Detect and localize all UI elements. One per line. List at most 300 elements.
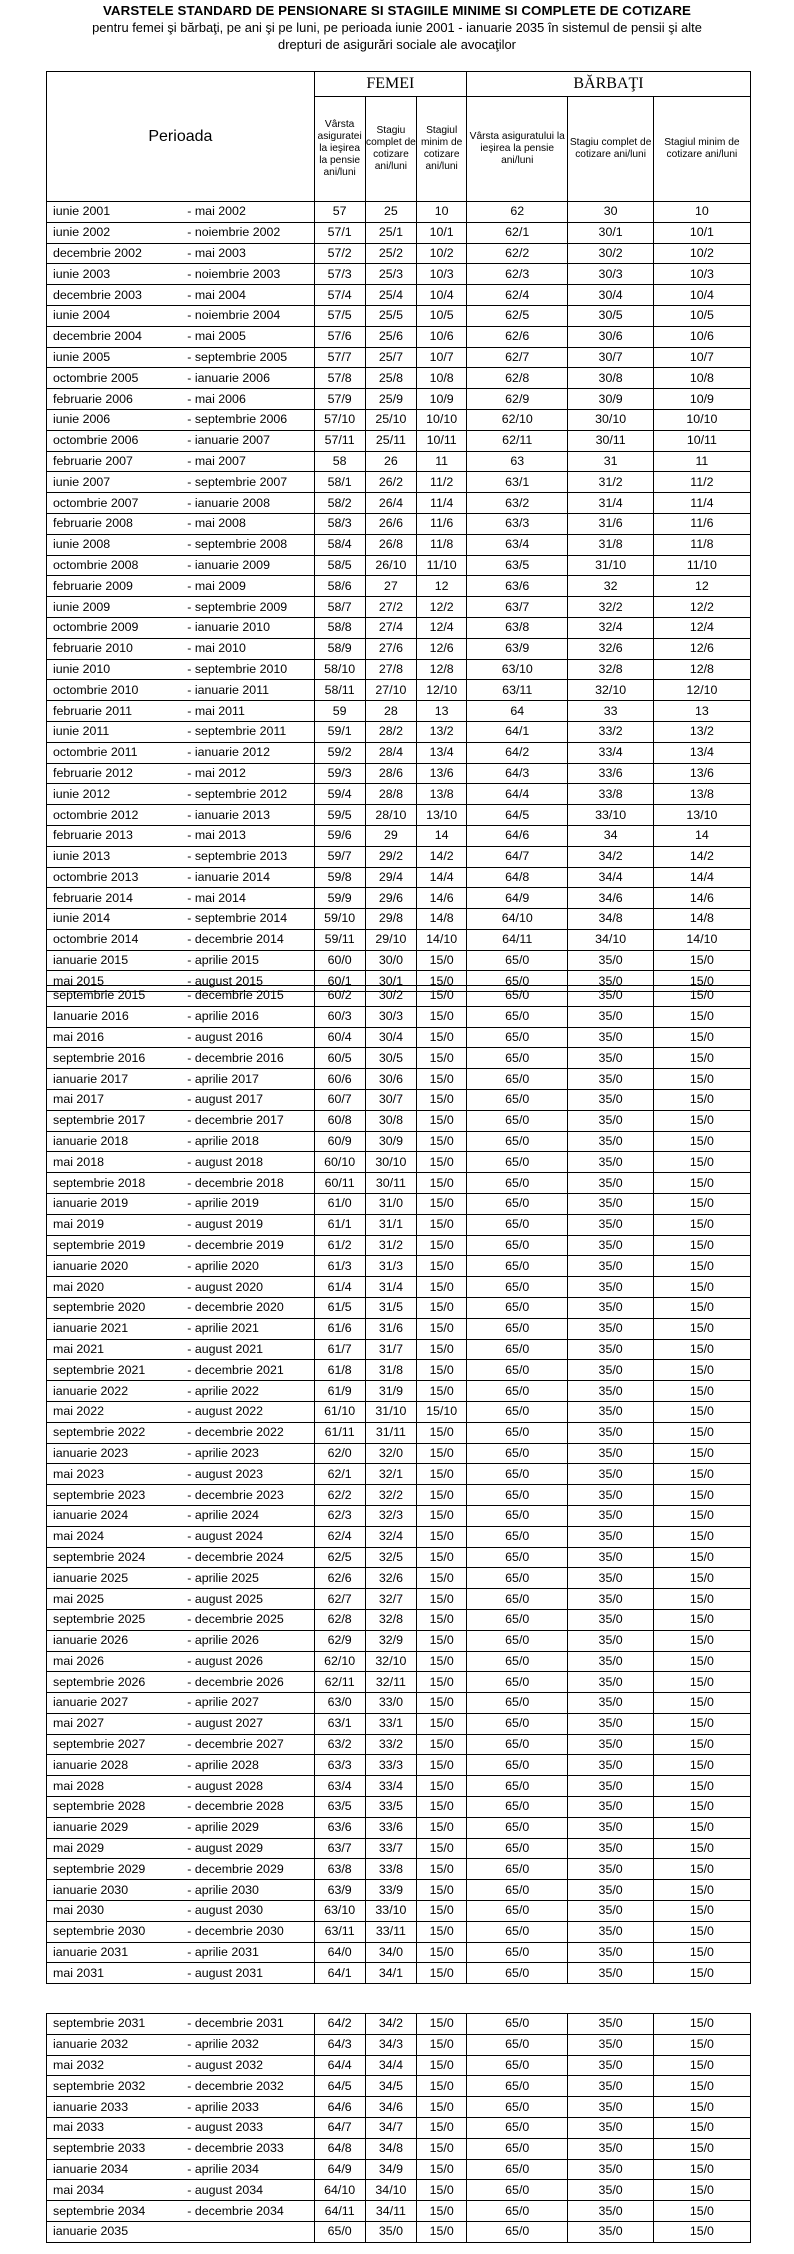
period-end-cell: - mai 2004 bbox=[179, 285, 314, 306]
men-full-stage-cell: 30/5 bbox=[568, 305, 653, 326]
men-full-stage-cell: 35/0 bbox=[568, 1422, 653, 1443]
period-end-cell: - aprilie 2017 bbox=[179, 1069, 314, 1090]
men-age-cell: 65/0 bbox=[466, 950, 567, 971]
men-full-stage-cell: 31/10 bbox=[568, 555, 653, 576]
period-end-cell: - mai 2002 bbox=[179, 202, 314, 223]
table-row bbox=[47, 1193, 751, 1214]
women-age-cell: 63/11 bbox=[314, 1921, 365, 1942]
men-full-stage-cell: 35/0 bbox=[568, 1485, 653, 1506]
women-full-stage-cell: 34/0 bbox=[365, 1942, 417, 1963]
men-full-stage-cell: 32/10 bbox=[568, 680, 653, 701]
women-full-stage-cell: 32/0 bbox=[365, 1443, 417, 1464]
men-min-stage-cell: 10/3 bbox=[653, 264, 750, 285]
women-full-stage-cell: 31/10 bbox=[365, 1401, 417, 1422]
men-min-stage-cell: 13/2 bbox=[653, 721, 750, 742]
women-full-stage-cell: 30/1 bbox=[365, 971, 417, 992]
women-min-stage-cell: 10/7 bbox=[417, 347, 467, 368]
period-start-cell: mai 2025 bbox=[47, 1589, 180, 1610]
period-start-cell: iunie 2007 bbox=[47, 472, 180, 493]
men-min-stage-cell: 13/6 bbox=[653, 763, 750, 784]
period-start-cell: februarie 2014 bbox=[47, 888, 180, 909]
women-min-stage-cell: 10/8 bbox=[417, 368, 467, 389]
women-min-stage-cell: 15/0 bbox=[417, 1089, 467, 1110]
men-full-stage-cell: 35/0 bbox=[568, 971, 653, 992]
men-min-stage-cell: 15/0 bbox=[653, 1817, 750, 1838]
women-min-stage-cell: 15/0 bbox=[417, 986, 467, 1007]
men-min-stage-cell: 15/0 bbox=[653, 1381, 750, 1402]
women-min-stage-cell: 15/0 bbox=[417, 1110, 467, 1131]
women-age-cell: 62/3 bbox=[314, 1505, 365, 1526]
period-end-cell: - septembrie 2006 bbox=[179, 409, 314, 430]
period-end-cell: - august 2015 bbox=[179, 971, 314, 992]
men-age-cell: 62/4 bbox=[466, 285, 567, 306]
men-min-stage-cell: 15/0 bbox=[653, 1797, 750, 1818]
period-start-cell: mai 2022 bbox=[47, 1401, 180, 1422]
table-row bbox=[47, 1797, 751, 1818]
men-age-cell: 62/6 bbox=[466, 326, 567, 347]
men-age-cell: 65/0 bbox=[466, 1318, 567, 1339]
men-min-stage-cell: 15/0 bbox=[653, 2138, 750, 2159]
period-start-cell: octombrie 2012 bbox=[47, 805, 180, 826]
men-min-stage-cell: 15/0 bbox=[653, 1485, 750, 1506]
women-min-stage-cell: 10/4 bbox=[417, 285, 467, 306]
men-age-cell: 65/0 bbox=[466, 1131, 567, 1152]
men-min-stage-cell: 15/0 bbox=[653, 2221, 750, 2242]
men-age-cell: 63/3 bbox=[466, 513, 567, 534]
men-age-cell: 65/0 bbox=[466, 1193, 567, 1214]
women-age-cell: 64/6 bbox=[314, 2097, 365, 2118]
men-min-stage-cell: 15/0 bbox=[653, 1880, 750, 1901]
men-min-stage-cell: 15/0 bbox=[653, 1859, 750, 1880]
women-full-stage-cell: 32/3 bbox=[365, 1505, 417, 1526]
table-row bbox=[47, 2159, 751, 2180]
men-age-cell: 65/0 bbox=[466, 1048, 567, 1069]
women-min-stage-cell: 15/0 bbox=[417, 2014, 467, 2035]
women-min-stage-cell: 15/0 bbox=[417, 2076, 467, 2097]
men-min-stage-cell: 15/0 bbox=[653, 1339, 750, 1360]
women-min-stage-cell: 15/0 bbox=[417, 1734, 467, 1755]
men-full-stage-cell: 32/4 bbox=[568, 617, 653, 638]
men-min-stage-cell: 11 bbox=[653, 451, 750, 472]
women-full-stage-cell: 30/3 bbox=[365, 1006, 417, 1027]
men-min-stage-cell: 10/9 bbox=[653, 389, 750, 410]
table-row bbox=[47, 1173, 751, 1194]
men-full-stage-cell: 30/4 bbox=[568, 285, 653, 306]
women-age-cell: 63/0 bbox=[314, 1693, 365, 1714]
women-min-stage-header: Stagiul minim de cotizare ani/luni bbox=[417, 97, 467, 202]
men-full-stage-cell: 35/0 bbox=[568, 2138, 653, 2159]
table-row bbox=[47, 2097, 751, 2118]
women-age-cell: 57/2 bbox=[314, 243, 365, 264]
men-min-stage-cell: 15/0 bbox=[653, 1589, 750, 1610]
period-start-cell: iunie 2008 bbox=[47, 534, 180, 555]
period-end-cell: - mai 2003 bbox=[179, 243, 314, 264]
men-full-stage-cell: 33/10 bbox=[568, 805, 653, 826]
women-min-stage-cell: 15/0 bbox=[417, 1339, 467, 1360]
women-min-stage-cell: 15/0 bbox=[417, 1277, 467, 1298]
women-age-cell: 62/6 bbox=[314, 1568, 365, 1589]
period-end-cell: - septembrie 2009 bbox=[179, 597, 314, 618]
period-end-cell: - decembrie 2015 bbox=[179, 986, 314, 1007]
period-start-cell: ianuarie 2023 bbox=[47, 1443, 180, 1464]
table-row bbox=[47, 846, 751, 867]
table-row bbox=[47, 1256, 751, 1277]
men-min-stage-cell: 10/2 bbox=[653, 243, 750, 264]
table-row bbox=[47, 2180, 751, 2201]
men-age-cell: 63/4 bbox=[466, 534, 567, 555]
table-row bbox=[47, 1464, 751, 1485]
men-age-cell: 65/0 bbox=[466, 1589, 567, 1610]
women-age-cell: 59/1 bbox=[314, 721, 365, 742]
period-start-cell: februarie 2008 bbox=[47, 513, 180, 534]
men-min-stage-cell: 15/0 bbox=[653, 1734, 750, 1755]
table-row bbox=[47, 986, 751, 1007]
men-age-cell: 65/0 bbox=[466, 1173, 567, 1194]
women-full-stage-cell: 25/6 bbox=[365, 326, 417, 347]
women-full-stage-cell: 28/4 bbox=[365, 742, 417, 763]
women-full-stage-cell: 25/2 bbox=[365, 243, 417, 264]
men-full-stage-cell: 35/0 bbox=[568, 1256, 653, 1277]
women-age-cell: 57/1 bbox=[314, 222, 365, 243]
table-row bbox=[47, 285, 751, 306]
table-row bbox=[47, 617, 751, 638]
women-age-cell: 62/11 bbox=[314, 1672, 365, 1693]
women-full-stage-cell: 25/7 bbox=[365, 347, 417, 368]
women-age-cell: 63/2 bbox=[314, 1734, 365, 1755]
women-full-stage-cell: 33/8 bbox=[365, 1859, 417, 1880]
men-age-cell: 65/0 bbox=[466, 1297, 567, 1318]
men-min-stage-cell: 15/0 bbox=[653, 2034, 750, 2055]
women-full-stage-cell: 26/8 bbox=[365, 534, 417, 555]
men-full-stage-cell: 34/6 bbox=[568, 888, 653, 909]
period-start-cell: ianuarie 2032 bbox=[47, 2034, 180, 2055]
table-row bbox=[47, 1921, 751, 1942]
men-full-stage-cell: 35/0 bbox=[568, 986, 653, 1007]
period-start-cell: octombrie 2006 bbox=[47, 430, 180, 451]
men-age-cell: 65/0 bbox=[466, 1901, 567, 1922]
women-age-cell: 62/4 bbox=[314, 1526, 365, 1547]
women-full-stage-cell: 27/8 bbox=[365, 659, 417, 680]
men-full-stage-header: Stagiu complet de cotizare ani/luni bbox=[568, 97, 653, 202]
women-age-cell: 64/4 bbox=[314, 2055, 365, 2076]
women-age-cell: 63/5 bbox=[314, 1797, 365, 1818]
period-end-cell: - septembrie 2011 bbox=[179, 721, 314, 742]
women-full-stage-cell: 34/3 bbox=[365, 2034, 417, 2055]
women-min-stage-cell: 15/0 bbox=[417, 1568, 467, 1589]
men-min-stage-cell: 15/0 bbox=[653, 1443, 750, 1464]
men-full-stage-cell: 35/0 bbox=[568, 2180, 653, 2201]
women-age-cell: 57/10 bbox=[314, 409, 365, 430]
women-age-cell: 63/1 bbox=[314, 1713, 365, 1734]
women-full-stage-cell: 34/1 bbox=[365, 1963, 417, 1984]
women-min-stage-cell: 13/8 bbox=[417, 784, 467, 805]
men-full-stage-cell: 35/0 bbox=[568, 1339, 653, 1360]
women-age-cell: 58/7 bbox=[314, 597, 365, 618]
men-age-cell: 63/10 bbox=[466, 659, 567, 680]
period-start-cell: mai 2027 bbox=[47, 1713, 180, 1734]
women-age-cell: 61/6 bbox=[314, 1318, 365, 1339]
period-end-cell: - ianuarie 2008 bbox=[179, 493, 314, 514]
men-min-stage-cell: 15/0 bbox=[653, 1505, 750, 1526]
table-row bbox=[47, 1505, 751, 1526]
women-min-stage-cell: 15/0 bbox=[417, 2117, 467, 2138]
period-start-cell: ianuarie 2034 bbox=[47, 2159, 180, 2180]
women-age-cell: 61/7 bbox=[314, 1339, 365, 1360]
table-row bbox=[47, 2014, 751, 2035]
women-age-cell: 58/2 bbox=[314, 493, 365, 514]
period-end-cell: - aprilie 2025 bbox=[179, 1568, 314, 1589]
men-age-cell: 65/0 bbox=[466, 1776, 567, 1797]
women-full-stage-cell: 26/10 bbox=[365, 555, 417, 576]
period-start-cell: iunie 2011 bbox=[47, 721, 180, 742]
men-min-stage-cell: 14/10 bbox=[653, 929, 750, 950]
women-full-stage-cell: 25/9 bbox=[365, 389, 417, 410]
women-age-cell: 58/11 bbox=[314, 680, 365, 701]
men-full-stage-cell: 30 bbox=[568, 202, 653, 223]
women-full-stage-cell: 27/10 bbox=[365, 680, 417, 701]
women-min-stage-cell: 15/0 bbox=[417, 1235, 467, 1256]
table-row bbox=[47, 1734, 751, 1755]
women-full-stage-cell: 28/8 bbox=[365, 784, 417, 805]
table-row bbox=[47, 2076, 751, 2097]
period-start-cell: iunie 2005 bbox=[47, 347, 180, 368]
women-full-stage-cell: 32/8 bbox=[365, 1609, 417, 1630]
women-age-cell: 62/5 bbox=[314, 1547, 365, 1568]
table-row bbox=[47, 721, 751, 742]
women-age-cell: 60/0 bbox=[314, 950, 365, 971]
men-min-stage-cell: 12/2 bbox=[653, 597, 750, 618]
women-age-cell: 59/8 bbox=[314, 867, 365, 888]
women-full-stage-cell: 31/11 bbox=[365, 1422, 417, 1443]
table-row bbox=[47, 202, 751, 223]
women-full-stage-cell: 31/8 bbox=[365, 1360, 417, 1381]
men-age-cell: 64/5 bbox=[466, 805, 567, 826]
men-age-cell: 65/0 bbox=[466, 1422, 567, 1443]
men-full-stage-cell: 35/0 bbox=[568, 2201, 653, 2222]
men-full-stage-cell: 35/0 bbox=[568, 1609, 653, 1630]
period-end-cell: - decembrie 2030 bbox=[179, 1921, 314, 1942]
men-age-cell: 65/0 bbox=[466, 1734, 567, 1755]
period-end-cell: - decembrie 2032 bbox=[179, 2076, 314, 2097]
women-age-cell: 60/2 bbox=[314, 986, 365, 1007]
men-min-stage-cell: 15/0 bbox=[653, 2159, 750, 2180]
women-full-stage-cell: 33/5 bbox=[365, 1797, 417, 1818]
men-min-stage-cell: 15/0 bbox=[653, 1131, 750, 1152]
women-full-stage-cell: 32/4 bbox=[365, 1526, 417, 1547]
table-row bbox=[47, 784, 751, 805]
period-end-cell: - aprilie 2024 bbox=[179, 1505, 314, 1526]
period-end-cell: - august 2018 bbox=[179, 1152, 314, 1173]
period-start-cell: ianuarie 2030 bbox=[47, 1880, 180, 1901]
women-age-cell: 57 bbox=[314, 202, 365, 223]
period-start-cell: mai 2018 bbox=[47, 1152, 180, 1173]
men-age-cell: 65/0 bbox=[466, 1110, 567, 1131]
women-full-stage-cell: 31/3 bbox=[365, 1256, 417, 1277]
men-age-cell: 65/0 bbox=[466, 1526, 567, 1547]
men-age-cell: 62/11 bbox=[466, 430, 567, 451]
period-start-cell: octombrie 2008 bbox=[47, 555, 180, 576]
period-end-cell: - septembrie 2012 bbox=[179, 784, 314, 805]
women-min-stage-cell: 15/0 bbox=[417, 1921, 467, 1942]
women-age-cell: 60/10 bbox=[314, 1152, 365, 1173]
period-start-cell: februarie 2006 bbox=[47, 389, 180, 410]
pension-table-part-3 bbox=[46, 2013, 751, 2243]
women-min-stage-cell: 15/0 bbox=[417, 1464, 467, 1485]
period-end-cell: - august 2026 bbox=[179, 1651, 314, 1672]
period-end-cell: - decembrie 2019 bbox=[179, 1235, 314, 1256]
women-age-cell: 63/6 bbox=[314, 1817, 365, 1838]
women-full-stage-cell: 25/3 bbox=[365, 264, 417, 285]
table-row bbox=[47, 2055, 751, 2076]
period-end-cell: - decembrie 2016 bbox=[179, 1048, 314, 1069]
men-full-stage-cell: 35/0 bbox=[568, 1110, 653, 1131]
women-min-stage-cell: 15/0 bbox=[417, 1422, 467, 1443]
period-start-cell: mai 2019 bbox=[47, 1214, 180, 1235]
period-end-cell: - mai 2007 bbox=[179, 451, 314, 472]
men-age-cell: 65/0 bbox=[466, 1360, 567, 1381]
men-age-cell: 65/0 bbox=[466, 1838, 567, 1859]
women-min-stage-cell: 12/4 bbox=[417, 617, 467, 638]
women-min-stage-cell: 15/0 bbox=[417, 1443, 467, 1464]
women-min-stage-cell: 15/0 bbox=[417, 2138, 467, 2159]
women-age-cell: 59/5 bbox=[314, 805, 365, 826]
period-start-cell: februarie 2013 bbox=[47, 825, 180, 846]
men-age-cell: 65/0 bbox=[466, 971, 567, 992]
men-age-cell: 65/0 bbox=[466, 2201, 567, 2222]
women-age-cell: 57/3 bbox=[314, 264, 365, 285]
women-age-cell: 59/10 bbox=[314, 909, 365, 930]
men-full-stage-cell: 35/0 bbox=[568, 1568, 653, 1589]
men-full-stage-cell: 34/2 bbox=[568, 846, 653, 867]
period-end-cell: - decembrie 2014 bbox=[179, 929, 314, 950]
period-start-cell: ianuarie 2019 bbox=[47, 1193, 180, 1214]
women-full-stage-cell: 33/6 bbox=[365, 1817, 417, 1838]
men-age-cell: 65/0 bbox=[466, 1027, 567, 1048]
men-full-stage-cell: 35/0 bbox=[568, 1381, 653, 1402]
men-full-stage-cell: 35/0 bbox=[568, 1921, 653, 1942]
women-min-stage-cell: 15/0 bbox=[417, 1193, 467, 1214]
women-min-stage-cell: 14/6 bbox=[417, 888, 467, 909]
men-age-cell: 64/1 bbox=[466, 721, 567, 742]
women-age-cell: 57/7 bbox=[314, 347, 365, 368]
men-min-stage-cell: 15/0 bbox=[653, 950, 750, 971]
women-age-header: Vârsta asiguratei la ieşirea la pensie ani/luni bbox=[314, 97, 365, 202]
table-row bbox=[47, 389, 751, 410]
period-end-cell: - decembrie 2029 bbox=[179, 1859, 314, 1880]
period-end-cell: - aprilie 2019 bbox=[179, 1193, 314, 1214]
table-row bbox=[47, 1360, 751, 1381]
men-full-stage-cell: 31 bbox=[568, 451, 653, 472]
women-age-cell: 64/0 bbox=[314, 1942, 365, 1963]
table-row bbox=[47, 1547, 751, 1568]
men-full-stage-cell: 30/2 bbox=[568, 243, 653, 264]
women-age-cell: 60/9 bbox=[314, 1131, 365, 1152]
women-min-stage-cell: 15/10 bbox=[417, 1401, 467, 1422]
men-age-cell: 65/0 bbox=[466, 1089, 567, 1110]
men-age-cell: 65/0 bbox=[466, 1755, 567, 1776]
men-age-cell: 64/11 bbox=[466, 929, 567, 950]
period-end-cell: - mai 2005 bbox=[179, 326, 314, 347]
men-age-cell: 63/2 bbox=[466, 493, 567, 514]
period-start-cell: ianuarie 2025 bbox=[47, 1568, 180, 1589]
women-min-stage-cell: 10/2 bbox=[417, 243, 467, 264]
women-full-stage-cell: 34/5 bbox=[365, 2076, 417, 2097]
period-end-cell: - august 2034 bbox=[179, 2180, 314, 2201]
men-full-stage-cell: 35/0 bbox=[568, 1193, 653, 1214]
women-full-stage-cell: 31/4 bbox=[365, 1277, 417, 1298]
men-age-cell: 65/0 bbox=[466, 1443, 567, 1464]
table-row bbox=[47, 909, 751, 930]
women-full-stage-cell: 31/5 bbox=[365, 1297, 417, 1318]
women-min-stage-cell: 15/0 bbox=[417, 1838, 467, 1859]
period-start-cell: septembrie 2027 bbox=[47, 1734, 180, 1755]
period-start-cell: ianuarie 2018 bbox=[47, 1131, 180, 1152]
table-row bbox=[47, 1963, 751, 1984]
women-full-stage-cell: 32/2 bbox=[365, 1485, 417, 1506]
men-min-stage-header: Stagiul minim de cotizare ani/luni bbox=[653, 97, 750, 202]
men-full-stage-cell: 30/9 bbox=[568, 389, 653, 410]
men-age-cell: 65/0 bbox=[466, 2117, 567, 2138]
women-min-stage-cell: 15/0 bbox=[417, 1485, 467, 1506]
men-age-cell: 65/0 bbox=[466, 1277, 567, 1298]
men-min-stage-cell: 10/8 bbox=[653, 368, 750, 389]
period-end-cell: - august 2031 bbox=[179, 1963, 314, 1984]
period-start-cell: mai 2028 bbox=[47, 1776, 180, 1797]
men-full-stage-cell: 35/0 bbox=[568, 1173, 653, 1194]
table-row bbox=[47, 1131, 751, 1152]
table-row bbox=[47, 1713, 751, 1734]
men-age-cell: 65/0 bbox=[466, 1485, 567, 1506]
women-min-stage-cell: 10/6 bbox=[417, 326, 467, 347]
women-min-stage-cell: 15/0 bbox=[417, 1693, 467, 1714]
period-start-cell: mai 2023 bbox=[47, 1464, 180, 1485]
men-age-cell: 64/2 bbox=[466, 742, 567, 763]
women-age-cell: 61/3 bbox=[314, 1256, 365, 1277]
subtitle-line-2: drepturi de asigurări sociale ale avocaţilor bbox=[278, 37, 516, 52]
men-min-stage-cell: 15/0 bbox=[653, 1277, 750, 1298]
period-end-cell: - decembrie 2023 bbox=[179, 1485, 314, 1506]
women-min-stage-cell: 15/0 bbox=[417, 1069, 467, 1090]
men-min-stage-cell: 15/0 bbox=[653, 1069, 750, 1090]
women-age-cell: 60/4 bbox=[314, 1027, 365, 1048]
women-min-stage-cell: 15/0 bbox=[417, 1797, 467, 1818]
women-full-stage-cell: 34/7 bbox=[365, 2117, 417, 2138]
women-min-stage-cell: 10/10 bbox=[417, 409, 467, 430]
men-min-stage-cell: 15/0 bbox=[653, 1651, 750, 1672]
men-age-cell: 62/5 bbox=[466, 305, 567, 326]
men-age-cell: 65/0 bbox=[466, 1006, 567, 1027]
table-row bbox=[47, 472, 751, 493]
women-full-stage-cell: 26/4 bbox=[365, 493, 417, 514]
period-end-cell: - decembrie 2033 bbox=[179, 2138, 314, 2159]
women-age-cell: 61/2 bbox=[314, 1235, 365, 1256]
men-age-cell: 65/0 bbox=[466, 2159, 567, 2180]
women-age-cell: 58/1 bbox=[314, 472, 365, 493]
period-start-cell: mai 2020 bbox=[47, 1277, 180, 1298]
men-age-cell: 64/9 bbox=[466, 888, 567, 909]
women-age-cell: 60/3 bbox=[314, 1006, 365, 1027]
table-row bbox=[47, 222, 751, 243]
period-start-cell: ianuarie 2021 bbox=[47, 1318, 180, 1339]
period-start-cell: septembrie 2019 bbox=[47, 1235, 180, 1256]
women-full-stage-cell: 34/6 bbox=[365, 2097, 417, 2118]
period-end-cell: - septembrie 2007 bbox=[179, 472, 314, 493]
period-start-cell: septembrie 2026 bbox=[47, 1672, 180, 1693]
period-start-cell: mai 2032 bbox=[47, 2055, 180, 2076]
period-end-cell: - aprilie 2027 bbox=[179, 1693, 314, 1714]
men-age-cell: 62/10 bbox=[466, 409, 567, 430]
men-full-stage-cell: 35/0 bbox=[568, 1651, 653, 1672]
